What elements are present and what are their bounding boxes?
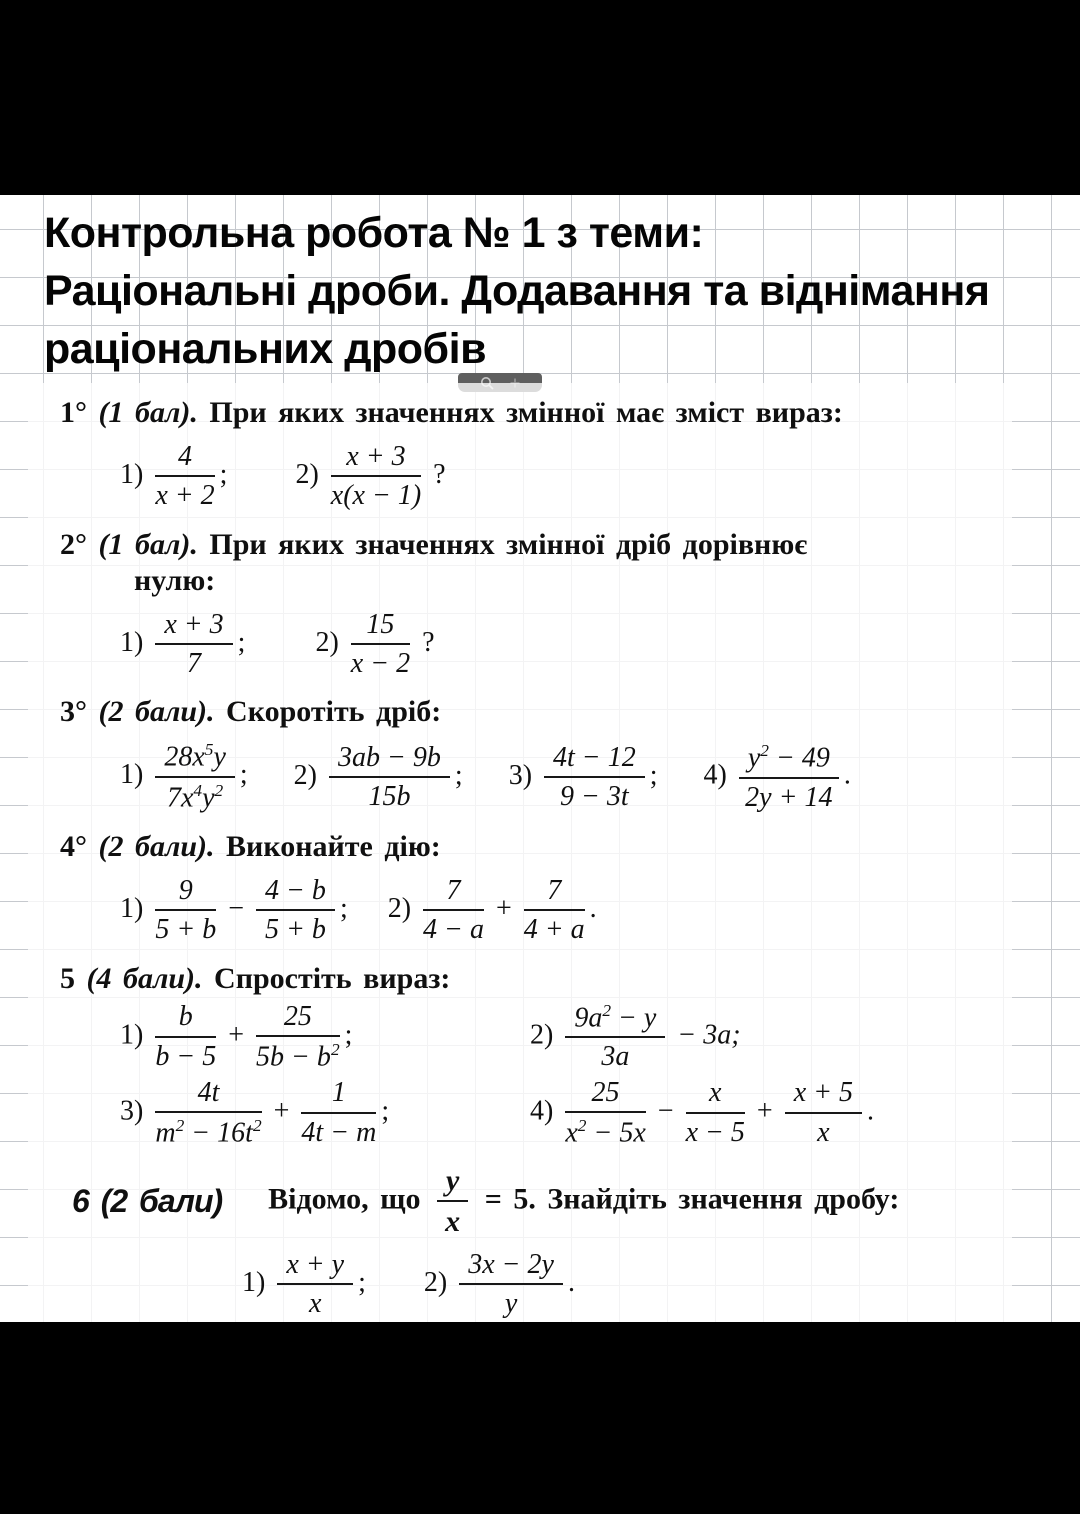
fraction: [155, 441, 214, 512]
heading-line: [60, 961, 1012, 997]
fraction-denominator: x: [308, 1288, 322, 1320]
fraction-numerator: $28x^5y$: [155, 740, 235, 778]
math-text: .: [843, 759, 851, 791]
math-text: = 5. Знайдіть значення дробу:: [473, 1182, 900, 1216]
fraction-denominator: $m^2 - 16t^2$: [155, 1115, 262, 1149]
math-text: ;: [381, 1095, 390, 1127]
fraction-numerator: 25: [565, 1077, 645, 1113]
fraction-numerator: 25: [256, 1001, 340, 1037]
heading-line: [60, 395, 1012, 431]
math-text: 4°: [60, 829, 99, 863]
math-text: 2): [293, 759, 324, 791]
problem-item: [703, 741, 850, 813]
math-text: +: [266, 1095, 297, 1127]
fraction-numerator: x: [686, 1077, 745, 1113]
fraction-denominator: 9 − 3t: [560, 781, 629, 813]
fraction-numerator: 9: [155, 875, 216, 911]
problem-item: [120, 441, 227, 512]
fraction-numerator: 3x − 2y: [459, 1249, 563, 1285]
math-text: (1 бал).: [98, 527, 210, 561]
problem-item: [424, 1249, 575, 1320]
fraction-numerator: y: [437, 1164, 468, 1203]
problem-4: [42, 829, 1012, 946]
fraction-denominator: 3a: [601, 1041, 630, 1073]
fraction-denominator: 5 + b: [155, 914, 217, 946]
fraction-numerator: 3ab − 9b: [329, 742, 450, 778]
math-text: .: [567, 1266, 575, 1298]
math-text: 1): [120, 626, 151, 658]
fraction: [423, 875, 484, 946]
problem-item: [315, 609, 434, 680]
fraction: [331, 441, 421, 512]
math-text: ;: [358, 1266, 366, 1298]
bottom-letterbox: [0, 1322, 1080, 1514]
math-text: 4): [530, 1095, 561, 1127]
math-text: Спростіть вираз:: [214, 961, 451, 995]
fraction-denominator: x − 2: [350, 648, 411, 680]
items-row: [120, 609, 1012, 680]
math-text: 2°: [60, 527, 99, 561]
math-text: ?: [415, 626, 435, 658]
problem-item: [294, 742, 463, 813]
fraction-denominator: y: [504, 1288, 518, 1320]
math-text: 1): [120, 458, 151, 490]
math-text: +: [221, 1018, 252, 1050]
problem-item: [120, 875, 348, 946]
fraction-denominator: $5b - b^2$: [256, 1039, 340, 1073]
math-text: Виконайте дію:: [226, 829, 441, 863]
items-row: [120, 875, 1012, 946]
fraction: [256, 875, 335, 946]
fraction-denominator: 5 + b: [265, 914, 326, 946]
problem-label: 6 (2 бали): [72, 1183, 223, 1220]
fraction-numerator: 7: [524, 875, 585, 911]
fraction: [301, 1077, 376, 1148]
fraction: [565, 1077, 645, 1149]
math-text: 2): [295, 458, 326, 490]
fraction: [256, 1001, 340, 1073]
math-text: .: [589, 892, 597, 924]
fraction: [155, 609, 232, 680]
problem-heading: [60, 527, 1012, 599]
fraction-denominator: b − 5: [155, 1040, 217, 1072]
fraction-numerator: 4t: [155, 1077, 261, 1113]
math-text: ;: [454, 759, 463, 791]
fraction: [686, 1077, 745, 1148]
heading-line: [60, 563, 1012, 599]
fraction: [351, 609, 410, 680]
math-text: 1): [120, 892, 151, 924]
fraction: [437, 1164, 468, 1239]
math-text: 2): [387, 892, 419, 924]
math-text: ;: [219, 458, 228, 490]
fraction: [155, 1077, 261, 1149]
problem-item: [120, 740, 248, 813]
heading-line: [60, 527, 1012, 563]
fraction-denominator: x: [817, 1116, 830, 1148]
heading-line: [60, 694, 1012, 730]
fraction-numerator: 1: [301, 1077, 376, 1113]
math-text: +: [488, 892, 519, 924]
math-text: 3): [508, 759, 540, 791]
problem-item: [530, 1077, 940, 1149]
math-text: (1 бал).: [98, 396, 210, 429]
items-row: [120, 740, 1012, 813]
math-text: −: [650, 1095, 681, 1127]
fraction: [459, 1249, 563, 1320]
math-text: ;: [237, 626, 246, 658]
fraction-numerator: 15: [351, 609, 410, 645]
problem-3: [42, 694, 1012, 813]
math-text: − 3a;: [670, 1018, 741, 1050]
title-line: Контрольна робота № 1 з теми:: [44, 209, 704, 257]
math-text: (2 бали).: [98, 695, 227, 729]
fraction-denominator: 15b: [368, 781, 411, 813]
grid-paper: [0, 195, 1080, 1322]
problem-heading: [60, 829, 1012, 865]
problem-item: [120, 609, 245, 680]
fraction-numerator: x + 3: [155, 609, 232, 645]
math-text: ;: [344, 1018, 353, 1050]
fraction: [739, 741, 839, 813]
fraction-numerator: x + 3: [331, 441, 421, 477]
fraction-denominator: x − 5: [685, 1116, 745, 1148]
fraction: [155, 875, 216, 946]
problem-heading: [60, 961, 1012, 997]
math-text: нулю:: [134, 563, 216, 597]
math-text: При яких значеннях змінної має зміст вираз:: [209, 396, 843, 429]
fraction-denominator: x(x − 1): [330, 480, 422, 512]
math-text: 1): [120, 759, 151, 791]
problem-heading: [60, 395, 1012, 431]
problem-item: [120, 1077, 530, 1149]
fraction: [565, 1001, 665, 1073]
math-text: (2 бали).: [98, 829, 227, 863]
problem-item: [388, 875, 597, 946]
fraction-numerator: 4t − 12: [544, 742, 645, 778]
math-text: 5: [60, 961, 87, 995]
fraction: [277, 1249, 353, 1320]
fraction-denominator: 2y + 14: [745, 781, 833, 813]
fraction: [544, 742, 645, 813]
worksheet-scan: [28, 383, 1012, 1322]
title-line: Раціональні дроби. Додавання та віднімання: [44, 267, 990, 315]
fraction-numerator: 4: [155, 441, 214, 477]
items-row: [120, 441, 1012, 512]
problem-5: [42, 961, 1012, 1149]
fraction-denominator: 4 + a: [523, 914, 585, 946]
fraction-numerator: x + 5: [785, 1077, 862, 1113]
math-text: 3): [120, 1095, 151, 1127]
problem-2: [42, 527, 1012, 680]
math-text: При яких значеннях змінної дріб дорівнює: [209, 527, 808, 561]
fraction-denominator: 7: [186, 648, 201, 680]
heading-line: [60, 829, 1012, 865]
math-text: 1): [120, 1018, 151, 1050]
math-text: 4): [703, 759, 734, 791]
problem-heading: [60, 694, 1012, 730]
fraction-denominator: $x^2 - 5x$: [565, 1115, 646, 1149]
fraction-denominator: x: [445, 1205, 461, 1239]
problem-heading: [72, 1164, 1012, 1239]
problem-1: [42, 395, 1012, 512]
top-letterbox: [0, 0, 1080, 195]
fraction-numerator: 4 − b: [256, 875, 335, 911]
fraction-numerator: b: [155, 1001, 216, 1037]
fraction-numerator: $9a^2 - y$: [565, 1001, 665, 1039]
math-text: +: [749, 1095, 780, 1127]
fraction-numerator: $y^2 - 49$: [739, 741, 839, 779]
math-text: ;: [649, 759, 658, 791]
math-text: (4 бали).: [86, 961, 215, 995]
fraction-numerator: 7: [423, 875, 484, 911]
math-text: 3°: [60, 695, 99, 729]
fraction-denominator: 4 − a: [423, 914, 484, 946]
fraction: [155, 1001, 216, 1072]
math-text: .: [867, 1095, 875, 1127]
problem-item: [120, 1001, 530, 1073]
math-text: 2): [423, 1266, 455, 1298]
problem-6: [42, 1164, 1012, 1320]
problem-item: [242, 1249, 366, 1320]
fraction: [329, 742, 450, 813]
math-text: 1): [242, 1266, 273, 1298]
fraction: [155, 740, 235, 813]
fraction-denominator: $7x^4y^2$: [166, 781, 224, 814]
fraction-denominator: x + 2: [155, 480, 215, 512]
fraction: [785, 1077, 862, 1148]
heading-line: [268, 1164, 899, 1239]
math-text: −: [221, 892, 252, 924]
math-text: 2): [315, 626, 346, 658]
math-text: ;: [239, 759, 248, 791]
fraction: [524, 875, 585, 946]
math-text: Відомо, що: [268, 1182, 432, 1216]
fraction-denominator: 4t − m: [301, 1116, 377, 1148]
items-row: [242, 1249, 1012, 1320]
math-text: Скоротіть дріб:: [226, 695, 442, 729]
math-text: 2): [530, 1018, 561, 1050]
problem-item: [295, 441, 445, 512]
math-text: ;: [339, 892, 348, 924]
page-title: [44, 204, 1074, 378]
problem-item: [530, 1001, 940, 1073]
math-text: 1°: [60, 396, 99, 429]
math-text: ?: [426, 458, 446, 490]
title-line: раціональних дробів: [44, 325, 486, 373]
items-row: [120, 1001, 1012, 1073]
fraction-numerator: x + y: [277, 1249, 353, 1285]
items-row: [120, 1077, 1012, 1149]
problem-item: [509, 742, 658, 813]
